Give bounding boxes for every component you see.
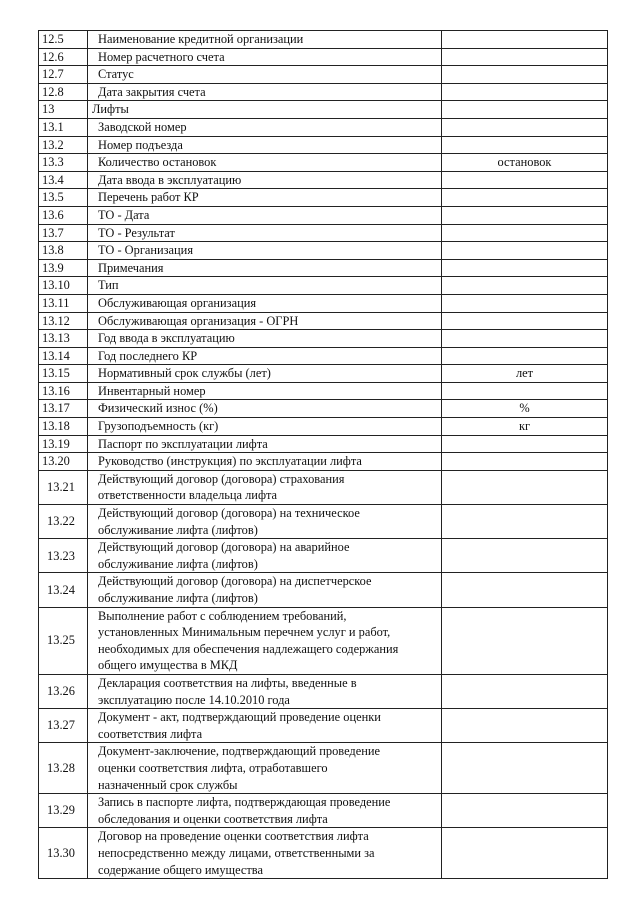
table-row [39, 294, 608, 312]
row-label-line: необходимых для обеспечения надлежащего содержания [98, 641, 399, 656]
row-label-line: Выполнение работ с соблюдением требований, [98, 608, 347, 623]
row-number: 13.28 [39, 743, 88, 794]
row-number: 13.11 [39, 294, 88, 312]
row-value [442, 206, 608, 224]
row-label [88, 743, 442, 794]
row-number: 13.2 [39, 136, 88, 154]
row-label: Количество остановок [88, 154, 442, 172]
row-number: 13.27 [39, 709, 88, 743]
row-value [442, 453, 608, 471]
row-value [442, 607, 608, 674]
table-row [39, 66, 608, 84]
row-value [442, 709, 608, 743]
table-row [39, 365, 608, 383]
row-label-line: Документ-заключение, подтверждающий проведение [98, 744, 380, 759]
row-number: 13.22 [39, 505, 88, 539]
row-label [88, 470, 442, 504]
row-label [88, 607, 442, 674]
row-label: ТО - Результат [88, 224, 442, 242]
table-row [39, 505, 608, 539]
row-number: 13.6 [39, 206, 88, 224]
row-number: 13.14 [39, 347, 88, 365]
table-row [39, 136, 608, 154]
row-label-line: содержание общего имущества [98, 862, 263, 877]
row-label [88, 794, 442, 828]
table-row [39, 607, 608, 674]
row-label: Дата закрытия счета [88, 83, 442, 101]
table-row [39, 330, 608, 348]
row-label: Дата ввода в эксплуатацию [88, 171, 442, 189]
table-row [39, 539, 608, 573]
row-value [442, 189, 608, 207]
row-number: 13.9 [39, 259, 88, 277]
table-row [39, 435, 608, 453]
table-row [39, 828, 608, 879]
section-row [39, 101, 608, 119]
table-row [39, 382, 608, 400]
table-row [39, 794, 608, 828]
row-number: 13.25 [39, 607, 88, 674]
table-row [39, 674, 608, 708]
row-label: Инвентарный номер [88, 382, 442, 400]
row-label-line: непосредственно между лицами, ответственными за [98, 845, 375, 860]
row-value: % [442, 400, 608, 418]
row-number: 13.18 [39, 418, 88, 436]
row-number: 13 [39, 101, 88, 119]
row-label [88, 674, 442, 708]
row-number: 13.7 [39, 224, 88, 242]
row-number: 13.5 [39, 189, 88, 207]
row-value [442, 242, 608, 260]
row-label: Руководство (инструкция) по эксплуатации лифта [88, 453, 442, 471]
row-value [442, 66, 608, 84]
row-value [442, 294, 608, 312]
row-value [442, 539, 608, 573]
table-row [39, 277, 608, 295]
row-number: 13.26 [39, 674, 88, 708]
row-number: 13.21 [39, 470, 88, 504]
row-number: 13.12 [39, 312, 88, 330]
row-label: Статус [88, 66, 442, 84]
row-value: кг [442, 418, 608, 436]
table-row [39, 470, 608, 504]
table-row [39, 418, 608, 436]
row-label: ТО - Организация [88, 242, 442, 260]
row-number: 12.5 [39, 31, 88, 49]
row-label-line: оценки соответствия лифта, отработавшего [98, 760, 328, 775]
row-value [442, 31, 608, 49]
table-row [39, 347, 608, 365]
row-label-line: Запись в паспорте лифта, подтверждающая проведение [98, 795, 391, 810]
row-label-line: Действующий договор (договора) на техническое [98, 506, 360, 521]
row-label: Наименование кредитной организации [88, 31, 442, 49]
table-row [39, 171, 608, 189]
row-number: 13.19 [39, 435, 88, 453]
row-number: 13.4 [39, 171, 88, 189]
row-value [442, 118, 608, 136]
row-number: 13.1 [39, 118, 88, 136]
row-label-line: обследования и оценки соответствия лифта [98, 811, 328, 826]
row-label [88, 539, 442, 573]
row-number: 13.8 [39, 242, 88, 260]
table-row [39, 48, 608, 66]
row-number: 13.29 [39, 794, 88, 828]
row-value [442, 674, 608, 708]
row-label-line: общего имущества в МКД [98, 658, 238, 673]
row-value [442, 743, 608, 794]
section-title: Лифты [88, 101, 442, 119]
row-number: 12.6 [39, 48, 88, 66]
row-number: 13.16 [39, 382, 88, 400]
document-table [38, 30, 608, 879]
row-label-line: эксплуатацию после 14.10.2010 года [98, 692, 290, 707]
row-value [442, 277, 608, 295]
row-label-line: обслуживание лифта (лифтов) [98, 556, 258, 571]
row-label: Обслуживающая организация [88, 294, 442, 312]
row-number: 12.7 [39, 66, 88, 84]
row-label-line: соответствия лифта [98, 726, 203, 741]
row-label: Нормативный срок службы (лет) [88, 365, 442, 383]
table-row [39, 224, 608, 242]
row-value [442, 312, 608, 330]
row-label: Физический износ (%) [88, 400, 442, 418]
table-row [39, 709, 608, 743]
table-row [39, 743, 608, 794]
table-row [39, 83, 608, 101]
row-value [442, 794, 608, 828]
table-row [39, 400, 608, 418]
row-label: Грузоподъемность (кг) [88, 418, 442, 436]
row-label-line: установленных Минимальным перечнем услуг и работ, [98, 625, 391, 640]
row-label-line: обслуживание лифта (лифтов) [98, 591, 258, 605]
row-value [442, 83, 608, 101]
row-label-line: Договор на проведение оценки соответствия лифта [98, 829, 369, 844]
row-number: 13.3 [39, 154, 88, 172]
row-label: Год последнего КР [88, 347, 442, 365]
row-value [442, 382, 608, 400]
row-value [442, 573, 608, 607]
row-value [442, 347, 608, 365]
row-number: 13.17 [39, 400, 88, 418]
row-label: Перечень работ КР [88, 189, 442, 207]
row-label [88, 573, 442, 607]
document-table-body [39, 31, 608, 879]
table-row [39, 189, 608, 207]
row-value [442, 435, 608, 453]
row-number: 13.20 [39, 453, 88, 471]
table-row [39, 573, 608, 607]
row-label: Год ввода в эксплуатацию [88, 330, 442, 348]
row-label-line: обслуживание лифта (лифтов) [98, 522, 258, 537]
table-row [39, 312, 608, 330]
table-row [39, 206, 608, 224]
table-row [39, 242, 608, 260]
row-label: Заводской номер [88, 118, 442, 136]
row-value [442, 330, 608, 348]
row-value [442, 470, 608, 504]
row-value [442, 136, 608, 154]
row-label: Номер расчетного счета [88, 48, 442, 66]
row-value [442, 828, 608, 879]
table-row [39, 154, 608, 172]
row-label: Тип [88, 277, 442, 295]
row-label-line: Действующий договор (договора) страхования [98, 471, 345, 486]
row-value [442, 505, 608, 539]
row-value [442, 101, 608, 119]
row-number: 12.8 [39, 83, 88, 101]
row-value [442, 224, 608, 242]
table-row [39, 453, 608, 471]
table-row [39, 118, 608, 136]
row-label: Обслуживающая организация - ОГРН [88, 312, 442, 330]
row-number: 13.10 [39, 277, 88, 295]
row-label-line: Документ - акт, подтверждающий проведение оценки [98, 710, 381, 725]
row-label-line: Декларация соответствия на лифты, введенные в [98, 675, 357, 690]
row-label-line: назначенный срок службы [98, 777, 238, 792]
row-number: 13.15 [39, 365, 88, 383]
row-value [442, 171, 608, 189]
row-number: 13.30 [39, 828, 88, 879]
table-row [39, 31, 608, 49]
row-label: Номер подъезда [88, 136, 442, 154]
row-value: остановок [442, 154, 608, 172]
row-number: 13.13 [39, 330, 88, 348]
row-value: лет [442, 365, 608, 383]
row-label [88, 828, 442, 879]
row-number: 13.24 [39, 573, 88, 607]
row-value [442, 48, 608, 66]
row-number: 13.23 [39, 539, 88, 573]
row-label: Паспорт по эксплуатации лифта [88, 435, 442, 453]
table-row [39, 259, 608, 277]
row-label: ТО - Дата [88, 206, 442, 224]
row-value [442, 259, 608, 277]
row-label-line: Действующий договор (договора) на аварийное [98, 540, 350, 555]
row-label: Примечания [88, 259, 442, 277]
row-label-line: ответственности владельца лифта [98, 488, 278, 503]
row-label [88, 709, 442, 743]
row-label [88, 505, 442, 539]
row-label-line: Действующий договор (договора) на диспетчерское [98, 574, 372, 589]
